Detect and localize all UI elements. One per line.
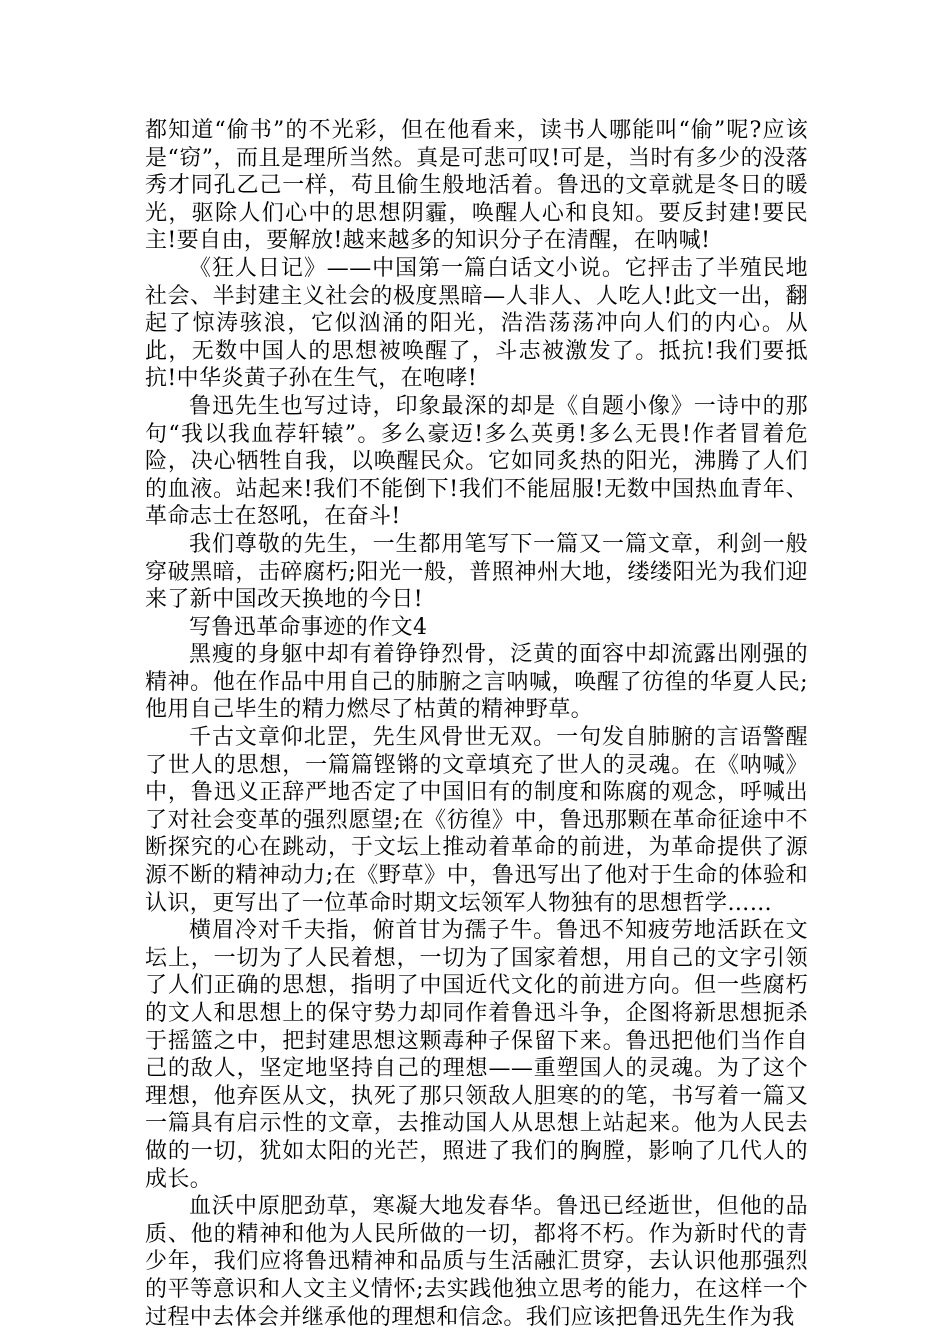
- section-heading: 写鲁迅革命事迹的作文4: [189, 614, 428, 640]
- document-page: [145, 117, 808, 1331]
- paragraph-6: 千古文章仰北罡，先生风骨世无双。一句发自肺腑的言语警醒了世人的思想，一篇篇铿锵的文章填充了世人的灵魂。在《呐喊》中，鲁迅义正辞严地否定了中国旧有的制度和陈腐的观念，呼喊出了对社会变革的强烈愿望;在《彷徨》中，鲁迅那颗在革命征途中不断探究的心在跳动，于文坛上推动着革命的前进，为革命提供了源源不断的精神动力;在《野草》中，鲁迅写出了他对于生命的体验和认识，更写出了一位革命时期文坛领军人物独有的思想哲学……: [145, 725, 808, 916]
- paragraph-4: 我们尊敬的先生，一生都用笔写下一篇又一篇文章，利剑一般穿破黑暗，击碎腐朽;阳光一般，普照神州大地，缕缕阳光为我们迎来了新中国改天换地的今日!: [145, 531, 808, 613]
- paragraph-2: 《狂人日记》——中国第一篇白话文小说。它抨击了半殖民地社会、半封建主义社会的极度黑暗—人非人、人吃人!此文一出，翻起了惊涛骇浪，它似汹涌的阳光，浩浩荡荡冲向人们的内心。从此，无数中国人的思想被唤醒了，斗志被激发了。抵抗!我们要抵抗!中华炎黄子孙在生气，在咆哮!: [145, 255, 808, 392]
- paragraph-1: 都知道“偷书”的不光彩，但在他看来，读书人哪能叫“偷”呢?应该是“窃”，而且是理所当然。真是可悲可叹!可是，当时有多少的没落秀才同孔乙己一样，苟且偷生般地活着。鲁迅的文章就是冬日的暖光，驱除人们心中的思想阴霾，唤醒人心和良知。要反封建!要民主!要自由，要解放!越来越多的知识分子在清醒，在呐喊!: [145, 118, 808, 254]
- paragraph-8: 血沃中原肥劲草，寒凝大地发春华。鲁迅已经逝世，但他的品质、他的精神和他为人民所做的一切，都将不朽。作为新时代的青少年，我们应将鲁迅精神和品质与生活融汇贯穿，去认识他那强烈的平等意识和人文主义情怀;去实践他独立思考的能力，在这样一个过程中去体会并继承他的理想和信念。我们应该把鲁迅先生作为我: [145, 1194, 808, 1330]
- paragraph-5: 黑瘦的身躯中却有着铮铮烈骨，泛黄的面容中却流露出刚强的精神。他在作品中用自己的肺腑之言呐喊，唤醒了彷徨的华夏人民;他用自己毕生的精力燃尽了枯黄的精神野草。: [145, 642, 808, 723]
- paragraph-7: 横眉冷对千夫指，俯首甘为孺子牛。鲁迅不知疲劳地活跃在文坛上，一切为了人民着想，一切为了国家着想，用自己的文字引领了人们正确的思想，指明了中国近代文化的前进方向。但一些腐朽的文人和思想上的保守势力却同作着鲁迅斗争，企图将新思想扼杀于摇篮之中，把封建思想这颗毒种子保留下来。鲁迅把他们当作自己的敌人，坚定地坚持自己的理想——重塑国人的灵魂。为了这个理想，他弃医从文，执死了那只领敌人胆寒的的笔，书写着一篇又一篇具有启示性的文章，去推动国人从思想上站起来。他为人民去做的一切，犹如太阳的光芒，照进了我们的胸膛，影响了几代人的成长。: [145, 918, 808, 1192]
- paragraph-3: 鲁迅先生也写过诗，印象最深的却是《自题小像》一诗中的那句“我以我血荐轩辕”。多么豪迈!多么英勇!多么无畏!作者冒着危险，决心牺牲自我，以唤醒民众。它如同炙热的阳光，沸腾了人们的血液。站起来!我们不能倒下!我们不能屈服!无数中国热血青年、革命志士在怒吼，在奋斗!: [145, 393, 808, 530]
